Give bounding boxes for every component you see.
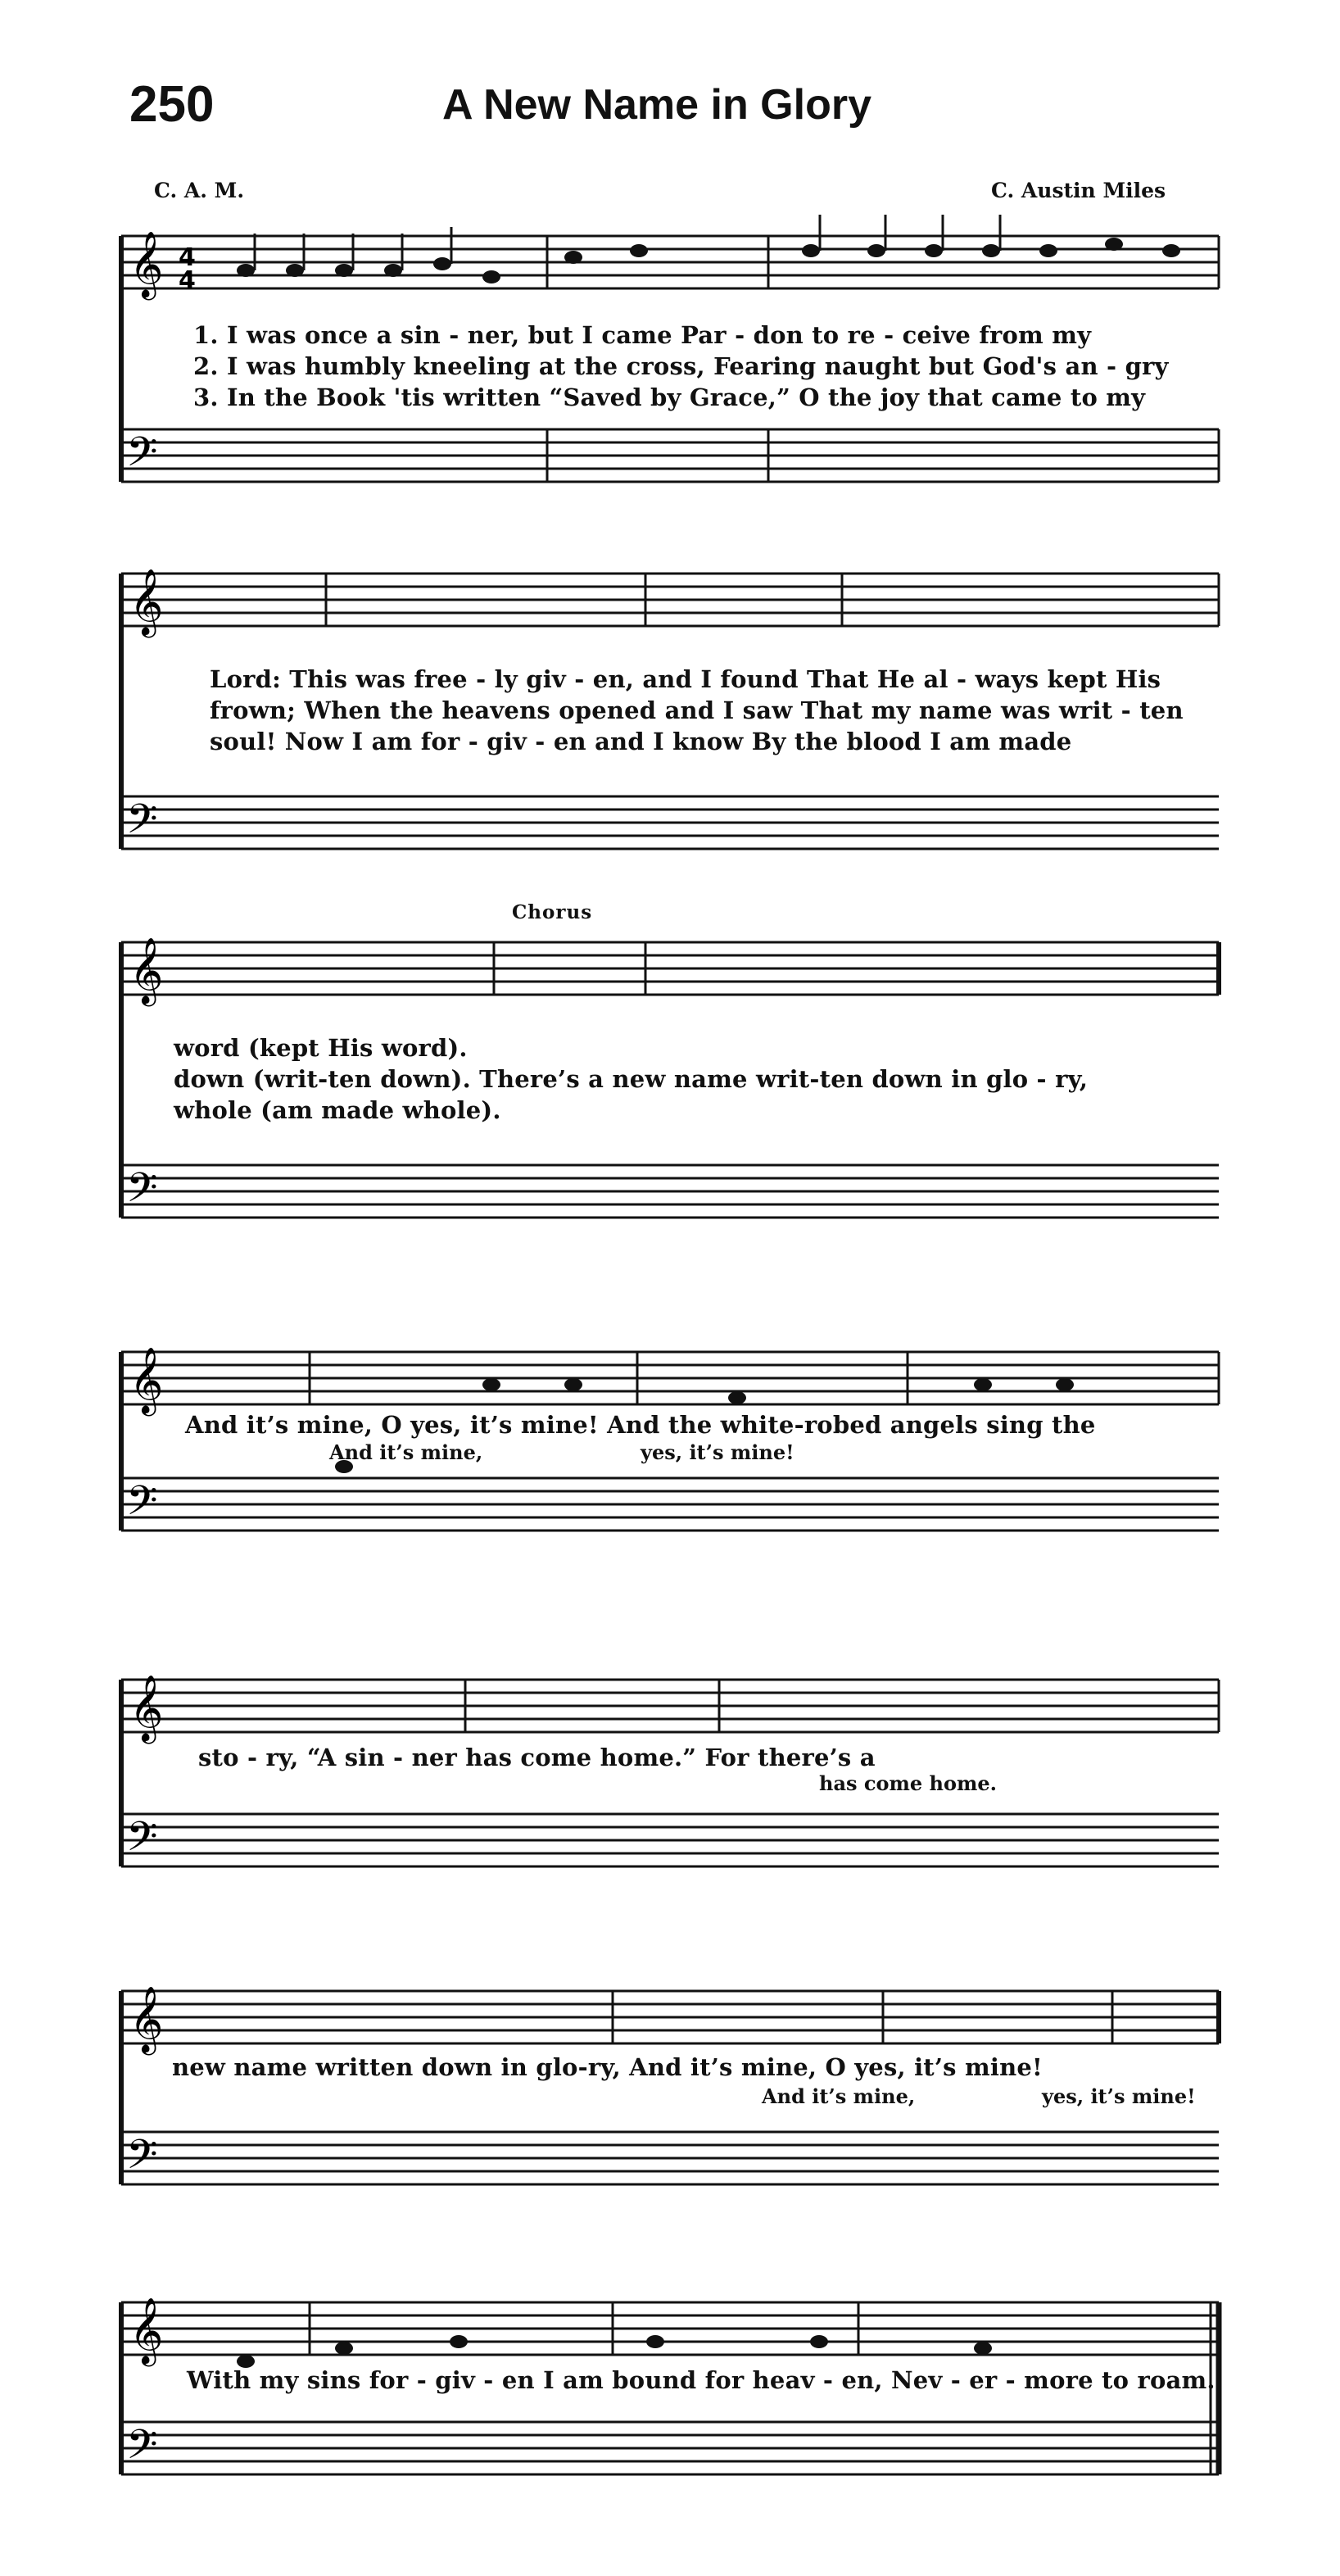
svg-text:𝄢: 𝄢	[126, 2131, 158, 2188]
svg-text:𝄢: 𝄢	[126, 1164, 158, 1222]
svg-text:𝄞: 𝄞	[129, 1346, 164, 1413]
verse3-line-a: 3. In the Book 'tis written “Saved by Grace,” O the joy that came to my	[193, 383, 1146, 411]
meter-label: C. A. M.	[154, 179, 245, 202]
verse2-line-a: 2. I was humbly kneeling at the cross, Fearing naught but God's an - gry	[193, 352, 1169, 380]
verse2-line-c: down (writ-ten down). There’s a new name writ-ten down in glo - ry,	[174, 1065, 1089, 1093]
author-credit: C. Austin Miles	[991, 179, 1166, 202]
chorus-line-6-upper: new name written down in glo-ry, And it’s mine, O yes, it’s mine!	[172, 2053, 1043, 2081]
chorus-label: Chorus	[512, 901, 593, 923]
bass-clef-icon: 𝄢	[126, 429, 158, 486]
chorus-line-4-lower-b: yes, it’s mine!	[641, 1440, 794, 1464]
svg-text:𝄞: 𝄞	[129, 1674, 164, 1741]
svg-text:𝄞: 𝄞	[129, 1985, 164, 2052]
chorus-line-4-lower-a: And it’s mine,	[329, 1440, 483, 1464]
verse3-line-b: soul! Now I am for - giv - en and I know By the blood I am made	[210, 728, 1072, 755]
svg-text:𝄞: 𝄞	[129, 2297, 164, 2364]
verse1-line-a: 1. I was once a sin - ner, but I came Par - don to re - ceive from my	[193, 321, 1092, 349]
svg-text:4: 4	[179, 243, 196, 272]
treble-clef-icon: 𝄞	[129, 230, 164, 297]
svg-text:𝄞: 𝄞	[129, 568, 164, 635]
hymn-title: A New Name in Glory	[442, 81, 871, 129]
chorus-line-6-lower-a: And it’s mine,	[762, 2084, 916, 2108]
svg-text:𝄞: 𝄞	[129, 937, 164, 1004]
chorus-line-7-upper: With my sins for - giv - en I am bound for heav - en, Nev - er - more to roam.	[187, 2366, 1216, 2394]
svg-text:𝄢: 𝄢	[126, 796, 158, 853]
verse1-line-b: Lord: This was free - ly giv - en, and I found That He al - ways kept His	[210, 665, 1161, 693]
svg-text:𝄢: 𝄢	[126, 1477, 158, 1535]
svg-text:𝄢: 𝄢	[126, 2421, 158, 2478]
svg-text:4: 4	[179, 266, 196, 295]
hymn-number: 250	[129, 76, 215, 133]
chorus-line-6-lower-b: yes, it’s mine!	[1042, 2084, 1196, 2108]
verse3-line-c: whole (am made whole).	[174, 1096, 501, 1124]
chorus-line-5-upper: sto - ry, “A sin - ner has come home.” For there’s a	[198, 1744, 876, 1771]
chorus-line-5-lower: has come home.	[819, 1771, 997, 1795]
svg-text:𝄢: 𝄢	[126, 1813, 158, 1871]
chorus-line-4-upper: And it’s mine, O yes, it’s mine! And the white-robed angels sing the	[185, 1411, 1096, 1439]
verse1-line-c: word (kept His word).	[174, 1034, 468, 1062]
verse2-line-b: frown; When the heavens opened and I saw That my name was writ - ten	[210, 696, 1184, 724]
